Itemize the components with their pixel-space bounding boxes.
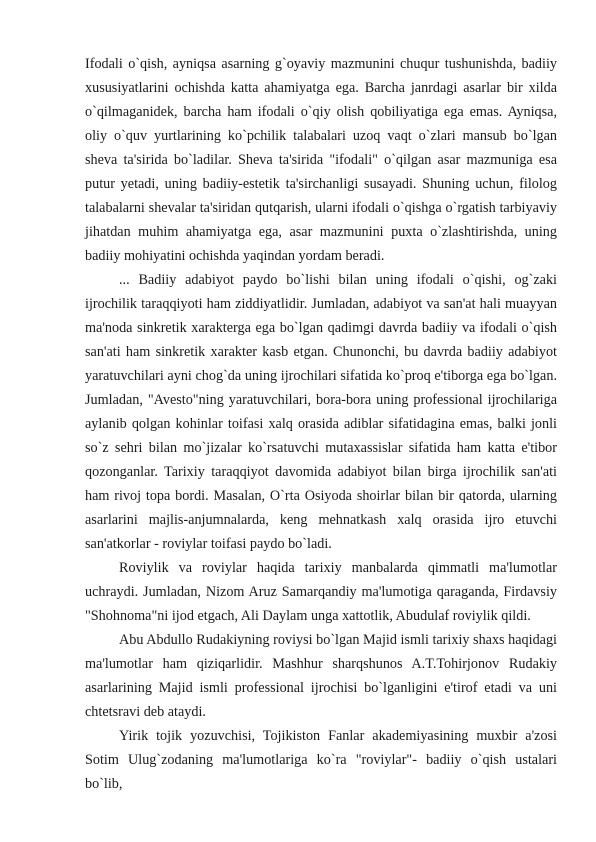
- paragraph-5: Yirik tojik yozuvchisi, Tojikiston Fanlar akademiyasining muxbir a'zosi Sotim Ulug`zodaning ma'lumotlariga ko`ra "roviylar"- badiiy o`qish ustalari bo`lib,: [85, 728, 557, 792]
- document-page: [85, 52, 557, 796]
- paragraph-4: Abu Abdullo Rudakiyning roviysi bo`lgan Majid ismli tarixiy shaxs haqidagi ma'lumotlar ham qiziqarlidir. Mashhur sharqshunos A.T.Tohirjonov Rudakiy asarlarining Majid ismli professional ijrochisi bo`lganligini e'tirof etadi va uni chtetsravi deb ataydi.: [85, 632, 557, 720]
- paragraph-2: ... Badiiy adabiyot paydo bo`lishi bilan uning ifodali o`qishi, og`zaki ijrochilik taraqqiyoti ham ziddiyatlidir. Jumladan, adabiyot va san'at hali muayyan ma'noda sinkretik xarakterga ega bo`lgan qadimgi davrda badiiy va ifodali o`qish san'ati ham sinkretik xarakter kasb etgan. Chunonchi, bu davrda badiiy adabiyot yaratuvchilari ayni chog`da uning ijrochilari sifatida ko`proq e'tiborga ega bo`lgan. Jumladan, "Avesto"ning yaratuvchilari, bora-bora uning professional ijrochilariga aylanib qolgan kohinlar toifasi xalq orasida adiblar sifatidagina emas, balki jonli so`z sehri bilan mo`jizalar ko`rsatuvchi mutaxassislar sifatida ham katta e'tibor qozonganlar. Tarixiy taraqqiyot davomida adabiyot bilan birga ijrochilik san'ati ham rivoj topa bordi. Masalan, O`rta Osiyoda shoirlar bilan bir qatorda, ularning asarlarini majlis-anjumnalarda, keng mehnatkash xalq orasida ijro etuvchi san'atkorlar - roviylar toifasi paydo bo`ladi.: [85, 272, 557, 552]
- paragraph-1: Ifodali o`qish, ayniqsa asarning g`oyaviy mazmunini chuqur tushunishda, badiiy xususiyatlarini ochishda katta ahamiyatga ega. Barcha janrdagi asarlar bir xilda o`qilmaganidek, barcha ham ifodali o`qiy olish qobiliyatiga ega emas. Ayniqsa, oliy o`quv yurtlarining ko`pchilik talabalari uzoq vaqt o`zlari mansub bo`lgan sheva ta'sirida bo`ladilar. Sheva ta'sirida "ifodali" o`qilgan asar mazmuniga esa putur yetadi, uning badiiy-estetik ta'sirchanligi susayadi. Shuning uchun, filolog talabalarni shevalar ta'siridan qutqarish, ularni ifodali o`qishga o`rgatish tarbiyaviy jihatdan muhim ahamiyatga ega, asar mazmunini puxta o`zlashtirishda, uning badiiy mohiyatini ochishda yaqindan yordam beradi.: [85, 56, 557, 264]
- paragraph-3: Roviylik va roviylar haqida tarixiy manbalarda qimmatli ma'lumotlar uchraydi. Jumladan, Nizom Aruz Samarqandiy ma'lumotiga qaraganda, Firdavsiy "Shohnoma"ni ijod etgach, Ali Daylam unga xattotlik, Abudulaf roviylik qildi.: [85, 560, 557, 624]
